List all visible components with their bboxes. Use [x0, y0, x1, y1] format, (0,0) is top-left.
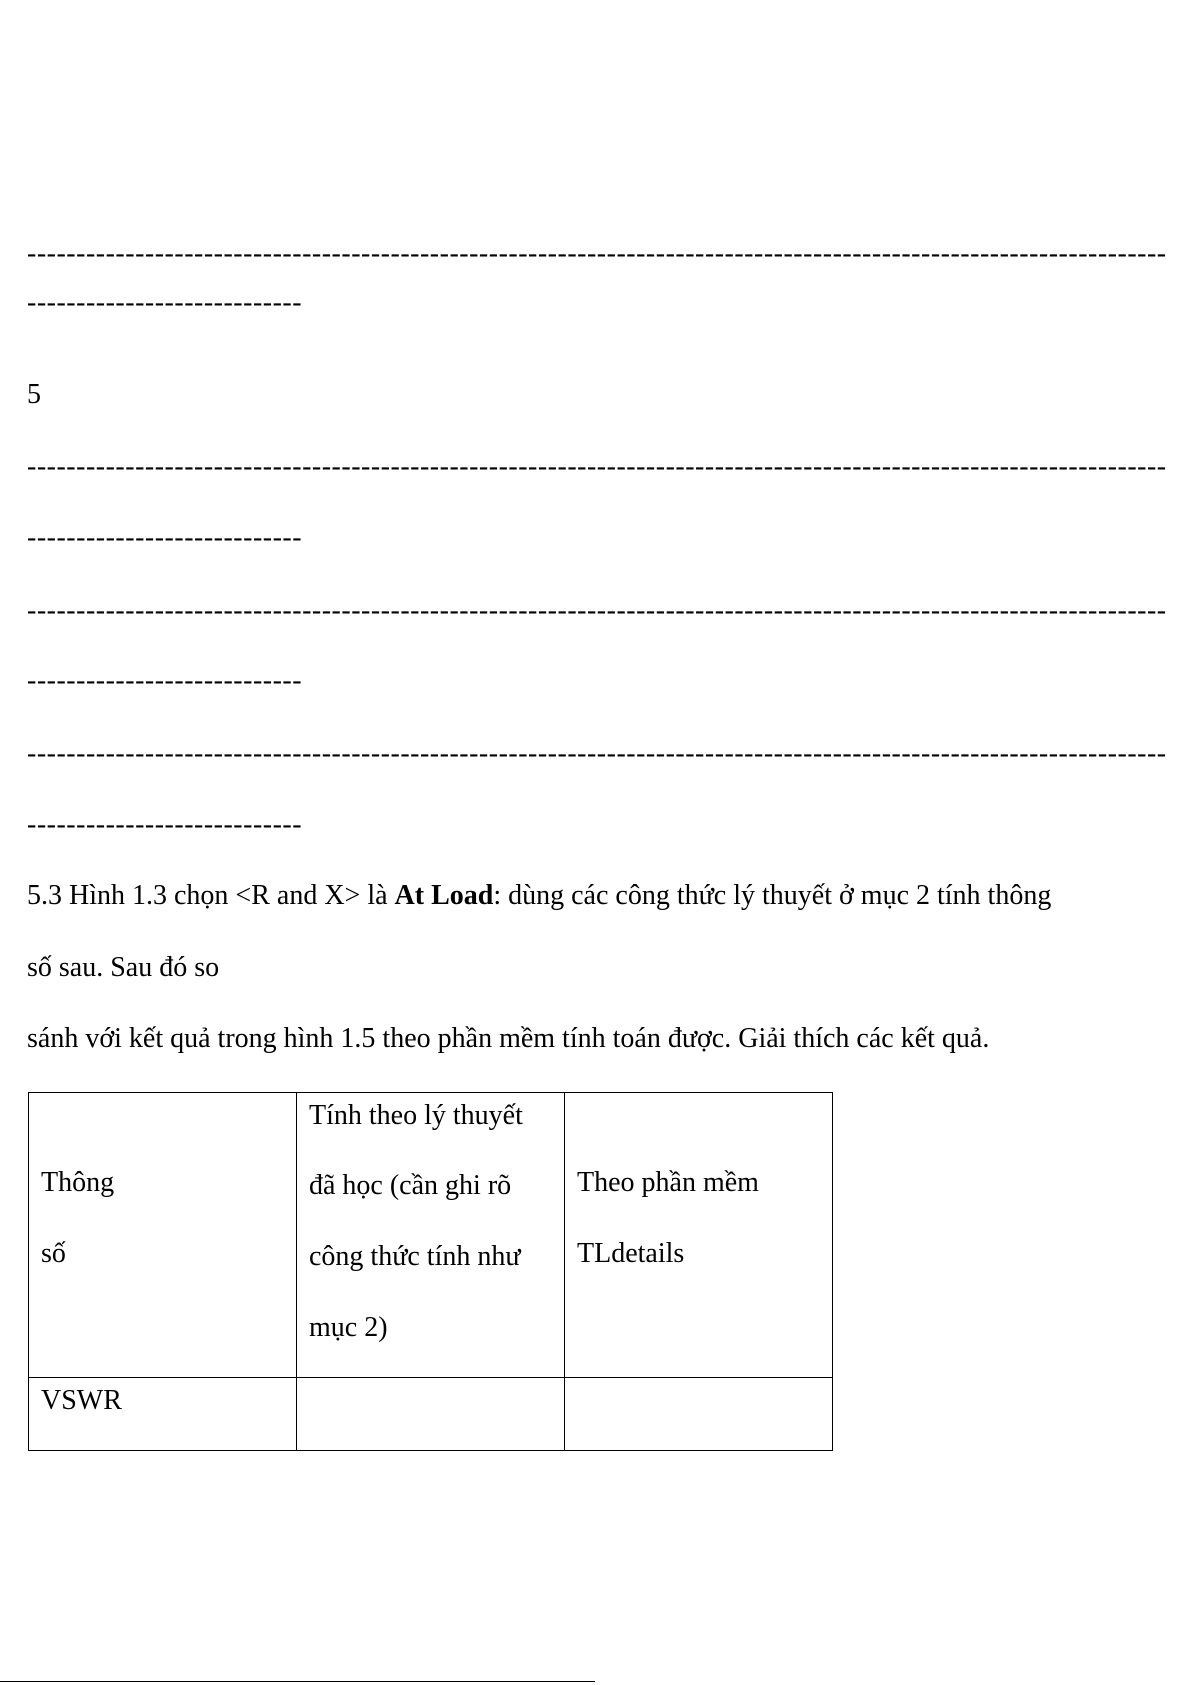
header-cell-parameter	[29, 1093, 297, 1378]
section-heading-line	[27, 879, 1051, 913]
row-theory-value	[309, 1378, 552, 1384]
header-text: Theo phần mềm	[577, 1167, 759, 1198]
header-text: đã học (cần ghi rõ	[309, 1170, 512, 1201]
row-software-value	[577, 1378, 820, 1384]
section-text-line: số sau. Sau đó so	[27, 952, 220, 983]
footer-divider	[0, 1681, 595, 1682]
comparison-table	[28, 1092, 833, 1451]
table-header-row	[29, 1093, 833, 1378]
section-heading-bold: At Load	[394, 880, 494, 911]
section-heading-prefix: 5.3 Hình 1.3 chọn <R and X> là	[27, 880, 395, 911]
dash-line: --------------------------------------------------------------------------------------------------------------------	[27, 238, 1167, 269]
table-cell	[565, 1378, 833, 1451]
dash-line: --------------------------------------------------------------------------------------------------------------------	[27, 738, 1167, 769]
section-text-line: sánh với kết quả trong hình 1.5 theo phần mềm tính toán được. Giải thích các kết quả.	[27, 1023, 990, 1054]
header-cell-theory	[297, 1093, 565, 1378]
dash-line: --------------------------------------------------------------------------------------------------------------------	[27, 451, 1167, 482]
dash-line: ----------------------------	[27, 522, 303, 553]
header-text: Tính theo lý thuyết	[309, 1100, 523, 1131]
table-cell	[29, 1378, 297, 1451]
header-text: Thông	[41, 1167, 115, 1198]
dash-line: ----------------------------	[27, 809, 303, 840]
header-text: công thức tính như	[309, 1241, 521, 1272]
row-param-label: VSWR	[41, 1385, 122, 1416]
table-cell	[297, 1378, 565, 1451]
dash-line: --------------------------------------------------------------------------------------------------------------------	[27, 595, 1167, 626]
dash-line: ----------------------------	[27, 287, 303, 318]
header-text: mục 2)	[309, 1312, 388, 1343]
header-text: TLdetails	[577, 1238, 685, 1269]
page-number-label: 5	[27, 379, 41, 410]
table-row	[29, 1378, 833, 1451]
section-heading-suffix: : dùng các công thức lý thuyết ở mục 2 tính thông	[493, 880, 1052, 911]
dash-line: ----------------------------	[27, 665, 303, 696]
header-cell-software	[565, 1093, 833, 1378]
header-text: số	[41, 1238, 66, 1269]
